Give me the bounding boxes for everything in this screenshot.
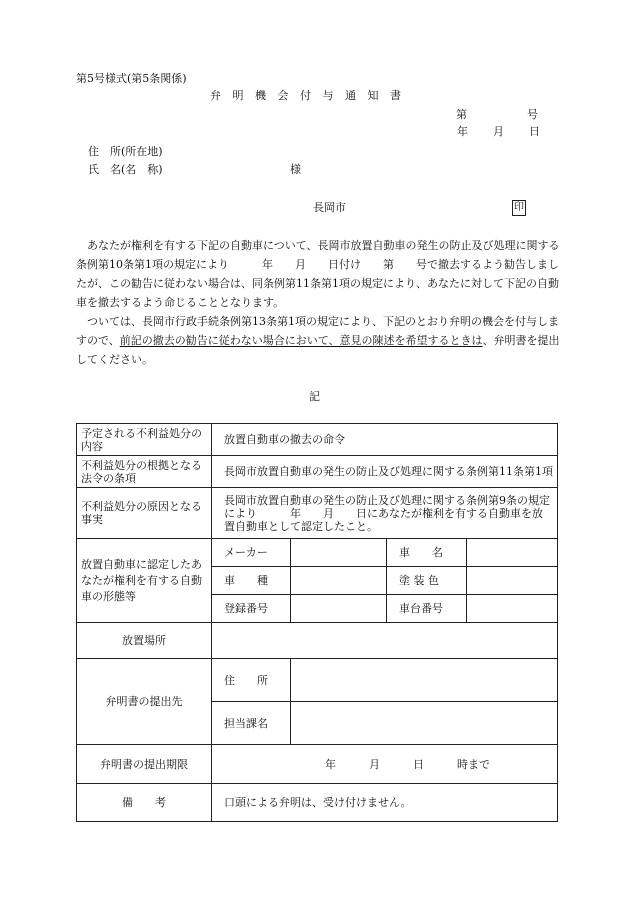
vehicle-maker-value xyxy=(291,539,387,567)
row-label-submit-to: 弁明書の提出先 xyxy=(77,659,212,745)
row-label-basis: 不利益処分の根拠となる法令の条項 xyxy=(77,456,212,488)
address-label: 住 所(所在地) xyxy=(88,145,163,158)
row-label-vehicle: 放置自動車に認定したあなたが権利を有する自動車の形態等 xyxy=(77,539,212,623)
row-value-cause: 長岡市放置自動車の発生の防止及び処理に関する条例第9条の規定により 年 月 日にあなたが権利を有する自動車を放置自動車として認定したこと。 xyxy=(212,488,558,539)
form-number: 第5号様式(第5条関係) xyxy=(76,72,187,85)
row-value-disposition: 放置自動車の撤去の命令 xyxy=(212,424,558,456)
issuer-name: 長岡市 xyxy=(313,201,346,214)
submit-address-label: 住 所 xyxy=(212,659,291,702)
p2-after: 、弁明書を提出してください。 xyxy=(76,334,560,366)
row-value-deadline: 年 月 日 時まで xyxy=(212,745,558,784)
body-paragraph-2 xyxy=(76,312,560,369)
document-title: 弁 明 機 会 付 与 通 知 書 xyxy=(210,89,405,102)
row-label-disposition: 予定される不利益処分の内容 xyxy=(77,424,212,456)
vehicle-type-label: 車 種 xyxy=(212,567,291,595)
vehicle-maker-label: メーカー xyxy=(212,539,291,567)
date-year: 年 xyxy=(457,125,468,138)
vehicle-reg-value xyxy=(291,595,387,623)
vehicle-name-label: 車 名 xyxy=(387,539,467,567)
notice-table xyxy=(76,423,558,822)
submit-section-label: 担当課名 xyxy=(212,702,291,745)
vehicle-paint-value xyxy=(467,567,558,595)
doc-number-prefix: 第 xyxy=(456,108,467,121)
row-value-basis: 長岡市放置自動車の発生の防止及び処理に関する条例第11条第1項 xyxy=(212,456,558,488)
doc-number-suffix: 号 xyxy=(527,108,538,121)
row-label-place: 放置場所 xyxy=(77,623,212,659)
date-month: 月 xyxy=(493,125,504,138)
vehicle-type-value xyxy=(291,567,387,595)
submit-address-value xyxy=(291,659,558,702)
submit-section-value xyxy=(291,702,558,745)
row-label-cause: 不利益処分の原因となる事実 xyxy=(77,488,212,539)
p2-before: ついては、長岡市行政手続条例第13条第1項の規定により、下記のとおり弁明の機会を付与しますので、 xyxy=(76,315,559,347)
p2-underlined: 前記の撤去の勧告に従わない場合において、意見の陳述を希望するときは xyxy=(119,334,483,347)
honorific: 様 xyxy=(290,163,301,176)
vehicle-chassis-label: 車台番号 xyxy=(387,595,467,623)
row-value-place xyxy=(212,623,558,659)
notice-body xyxy=(76,236,560,369)
row-label-remarks: 備 考 xyxy=(77,784,212,822)
name-label: 氏 名(名 称) xyxy=(88,163,163,176)
vehicle-paint-label: 塗 装 色 xyxy=(387,567,467,595)
ki-heading: 記 xyxy=(309,390,320,403)
date-day: 日 xyxy=(529,125,540,138)
body-paragraph-1: あなたが権利を有する下記の自動車について、長岡市放置自動車の発生の防止及び処理に関する条例第10条第1項の規定により 年 月 日付け 第 号で撤去するよう勧告しましたが、この勧告に従わない場合は、同条例第11条第1項の規定により、あなたに対して下記の自動車を撤去するよう命じることとなります。 xyxy=(76,239,560,309)
row-value-remarks: 口頭による弁明は、受け付けません。 xyxy=(212,784,558,822)
row-label-deadline: 弁明書の提出期限 xyxy=(77,745,212,784)
vehicle-reg-label: 登録番号 xyxy=(212,595,291,623)
vehicle-name-value xyxy=(467,539,558,567)
vehicle-chassis-value xyxy=(467,595,558,623)
seal-mark: 印 xyxy=(512,200,526,216)
